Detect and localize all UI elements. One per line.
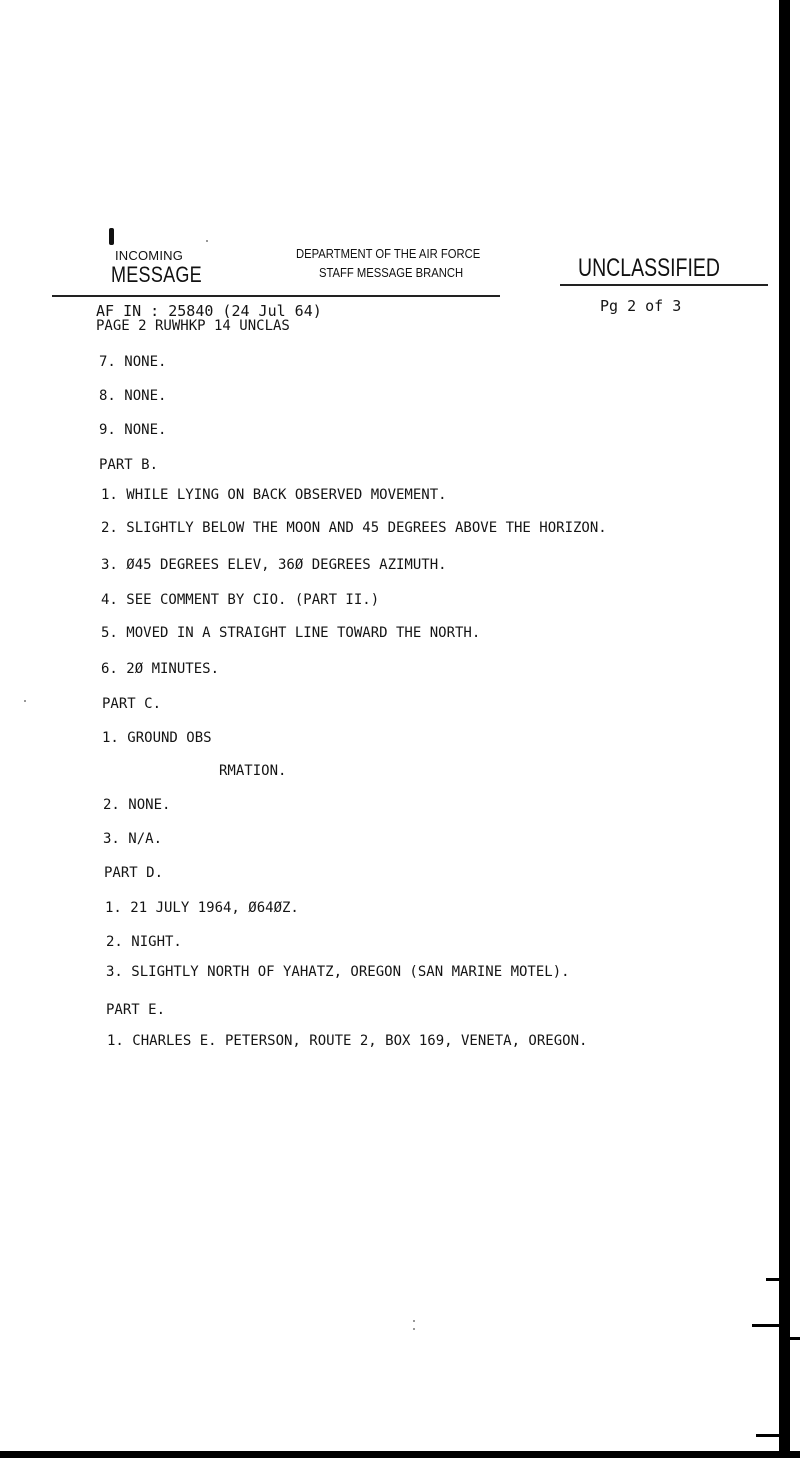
scan-speck [24, 700, 26, 702]
scan-speck [413, 1328, 415, 1330]
section-heading: PART B. [99, 457, 159, 473]
section-heading: PART D. [104, 865, 164, 881]
scan-speck [206, 240, 208, 242]
margin-tick [784, 1337, 800, 1340]
branch-title: STAFF MESSAGE BRANCH [319, 266, 464, 280]
classification-label: UNCLASSIFIED [578, 254, 720, 282]
punch-mark [109, 228, 114, 245]
body-line: 5. MOVED IN A STRAIGHT LINE TOWARD THE NORTH. [101, 625, 481, 641]
header-rule-left [52, 295, 500, 297]
body-line: 3. N/A. [103, 831, 163, 847]
page-right-border [779, 0, 790, 1458]
body-line: 8. NONE. [99, 388, 167, 404]
body-line: 2. NIGHT. [106, 934, 182, 950]
header-rule-right [560, 284, 768, 286]
section-heading: PART C. [102, 696, 162, 712]
body-line: 3. SLIGHTLY NORTH OF YAHATZ, OREGON (SAN MARINE MOTEL). [106, 964, 570, 980]
body-line: 1. GROUND OBS [102, 730, 212, 746]
section-heading: PART E. [106, 1002, 166, 1018]
department-title: DEPARTMENT OF THE AIR FORCE [296, 247, 481, 261]
af-in-reference: AF IN : 25840 (24 Jul 64) [96, 302, 322, 320]
page-indicator: Pg 2 of 3 [600, 297, 682, 315]
body-line: 6. 2Ø MINUTES. [101, 661, 220, 677]
body-line: 9. NONE. [99, 422, 167, 438]
page-routing-line: PAGE 2 RUWHKP 14 UNCLAS [96, 318, 290, 334]
body-line: 1. CHARLES E. PETERSON, ROUTE 2, BOX 169, VENETA, OREGON. [107, 1033, 588, 1049]
margin-tick [766, 1278, 780, 1281]
page-bottom-border [0, 1451, 800, 1458]
body-line: RMATION. [219, 763, 287, 779]
body-line: 2. NONE. [103, 797, 171, 813]
body-line: 3. Ø45 DEGREES ELEV, 36Ø DEGREES AZIMUTH. [101, 557, 447, 573]
body-line: 1. WHILE LYING ON BACK OBSERVED MOVEMENT. [101, 487, 447, 503]
body-line: 4. SEE COMMENT BY CIO. (PART II.) [101, 592, 380, 608]
body-line: 2. SLIGHTLY BELOW THE MOON AND 45 DEGREES ABOVE THE HORIZON. [101, 520, 607, 536]
margin-tick [756, 1434, 780, 1437]
body-line: 1. 21 JULY 1964, Ø64ØZ. [105, 900, 299, 916]
scan-speck [413, 1320, 415, 1322]
body-line: 7. NONE. [99, 354, 167, 370]
margin-tick [752, 1324, 780, 1327]
incoming-label: INCOMING [115, 248, 184, 263]
message-label: MESSAGE [111, 262, 202, 287]
